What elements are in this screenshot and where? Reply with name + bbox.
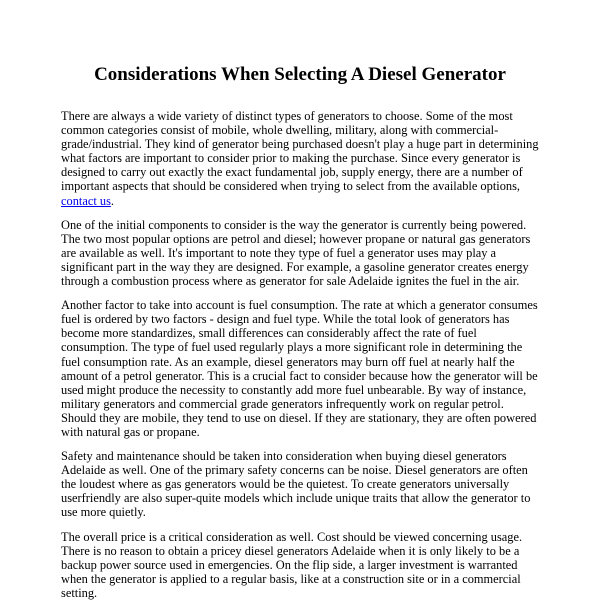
paragraph-price: The overall price is a critical consideration as well. Cost should be viewed concerning usage. There is no reason to obtain a pricey diesel generators Adelaide when it is only likely to be a backup power source used in emergencies. On the flip side, a larger investment is warranted when the generator is applied to a regular basis, like at a construction site or in a commercial setting.	[61, 529, 523, 600]
paragraph-intro	[61, 109, 539, 208]
paragraph-fuel-consumption: Another factor to take into account is fuel consumption. The rate at which a generator consumes fuel is ordered by two factors - design and fuel type. While the total look of generators has become more standardizes, small differences can considerably affect the rate of fuel consumption. The type of fuel used regularly plays a more significant role in determining the fuel consumption rate. As an example, diesel generators may burn off fuel at nearly half the amount of a petrol generator. This is a crucial fact to consider because how the generator will be used might produce the necessity to constantly add more fuel unbearable. By way of instance, military generators and commercial grade generators infrequently work on regular petrol. Should they are mobile, they tend to use on diesel. If they are stationary, they are often powered with natural gas or propane.	[61, 298, 538, 439]
paragraph-intro-text: There are always a wide variety of distinct types of generators to choose. Some of the most common categories consist of mobile, whole dwelling, military, along with commercial-grade/industrial. They kind of generator being purchased doesn't play a huge part in determining what factors are important to consider prior to making the purchase. Since every generator is designed to carry out exactly the exact fundamental job, supply energy, there are a number of important aspects that should be considered when trying to select from the available options,	[61, 109, 539, 194]
document-body	[61, 109, 539, 600]
contact-us-link[interactable]: contact us	[61, 193, 111, 208]
paragraph-intro-after-link: .	[110, 193, 114, 208]
document-title: Considerations When Selecting A Diesel Generator	[94, 64, 506, 85]
paragraph-safety-maintenance: Safety and maintenance should be taken into consideration when buying diesel generators Adelaide as well. One of the primary safety concerns can be noise. Diesel generators are often the loudest where as gas generators would be the quietest. To create generators universally userfriendly are also super-quite models which include unique traits that allow the generator to use more quietly.	[61, 449, 531, 520]
paragraph-power-source: One of the initial components to consider is the way the generator is currently being powered. The two most popular options are petrol and diesel; however propane or natural gas generators are available as well. It's important to note they type of fuel a generator uses may play a significant part in the way they are designed. For example, a gasoline generator creates energy through a combustion process where as generator for sale Adelaide ignites the fuel in the air.	[61, 217, 531, 289]
